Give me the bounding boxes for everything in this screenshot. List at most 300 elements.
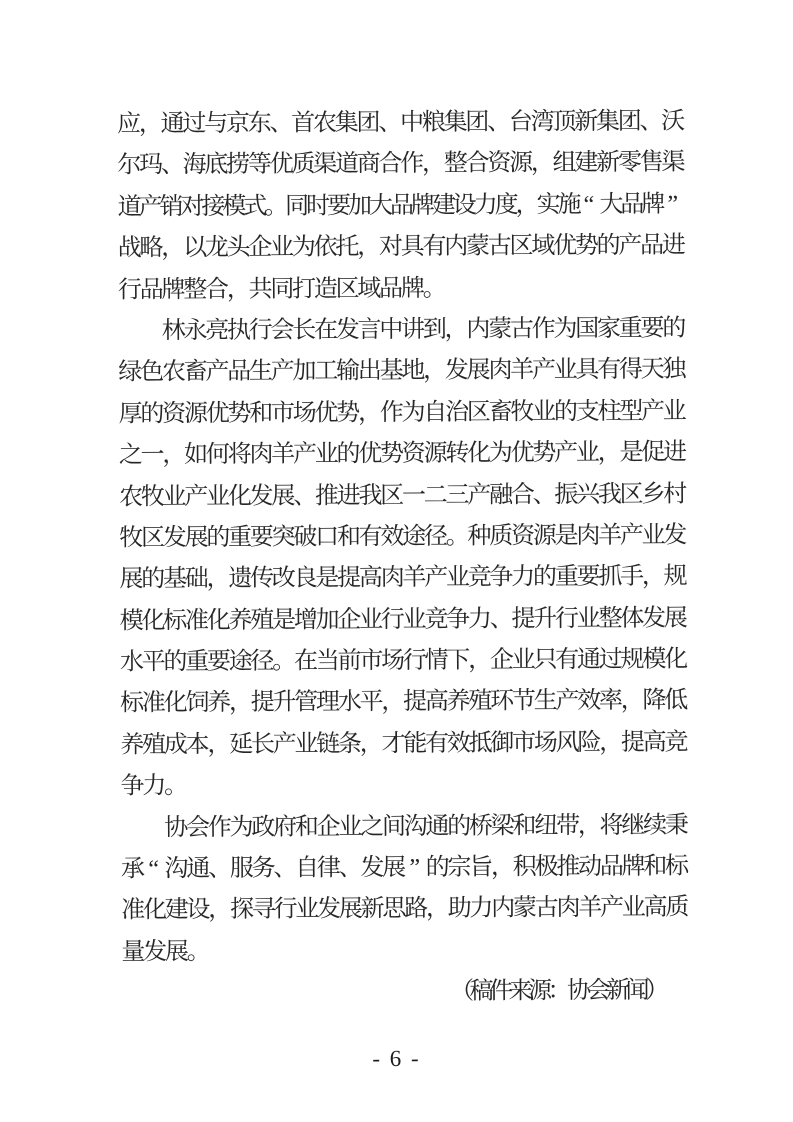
glyph: 。 [272,648,297,675]
glyph: 条 [337,731,363,758]
glyph: 企 [337,606,362,634]
glyph: 展 [271,483,296,510]
glyph: 高 [358,565,383,592]
glyph: 以 [182,235,208,262]
text-line [118,270,684,314]
glyph: 争 [446,606,471,633]
glyph: 、 [489,606,514,633]
glyph: 的 [596,233,621,260]
glyph: 发 [317,896,342,923]
glyph: 区 [335,275,360,302]
glyph: 古 [487,233,512,260]
glyph: ” [667,191,679,218]
glyph: ， [208,897,233,924]
glyph: 是 [315,565,340,592]
glyph: 旨 [469,854,494,881]
glyph: 业 [314,441,339,468]
glyph: 重 [618,315,643,342]
glyph: 牧 [510,399,535,426]
glyph: 展 [164,938,190,966]
glyph: 要 [249,524,274,551]
glyph: ， [599,729,624,756]
glyph: 接 [201,193,226,220]
glyph: 在 [293,648,319,675]
glyph: 之 [360,813,385,840]
glyph: 集 [334,110,359,137]
glyph: 源 [509,150,534,177]
glyph: 行 [273,896,298,924]
glyph: 理 [315,689,341,716]
glyph: 化 [467,440,492,467]
glyph: 等 [247,152,272,179]
glyph: 节 [511,688,536,715]
glyph: 羊 [510,357,535,384]
glyph: 要 [206,648,232,676]
glyph: 肉 [380,565,405,592]
glyph: 家 [596,315,622,342]
glyph: 型 [619,398,644,425]
glyph: 效 [380,523,405,551]
glyph: 略 [139,235,164,262]
glyph: 才 [381,730,406,757]
glyph: 为 [401,399,426,426]
glyph: 农 [312,110,338,137]
glyph: 度 [494,192,519,219]
glyph: 发 [162,525,187,552]
glyph: ， [161,235,186,262]
glyph: 渠 [661,149,686,177]
glyph: 新 [574,108,599,136]
glyph: 展 [184,524,209,552]
glyph: 的 [336,441,361,468]
glyph: 模 [222,193,247,220]
glyph: 通 [576,647,602,674]
glyph: 准 [141,690,166,717]
glyph: 独 [662,356,687,383]
glyph: 承 [120,856,146,883]
glyph: 业 [162,483,187,510]
glyph: 有 [358,524,383,551]
glyph: 平 [141,649,166,676]
glyph: 肉 [488,357,513,384]
glyph: 续 [643,812,668,839]
glyph: 自 [423,399,448,426]
glyph: 羊 [402,565,427,592]
glyph: ， [423,358,448,385]
glyph: 执 [226,317,252,344]
glyph: 融 [488,481,514,509]
glyph: 东 [247,110,272,137]
glyph: 力 [142,773,167,800]
glyph: 有 [555,647,580,674]
glyph: 是 [619,439,644,466]
glyph: 产 [618,232,643,260]
glyph: 资 [162,400,187,427]
glyph: 业 [532,398,557,426]
glyph: ， [468,647,493,674]
glyph: 发 [335,317,360,344]
glyph: 牧 [140,483,165,510]
glyph: 展 [663,605,688,632]
glyph: ： [547,978,572,1005]
glyph: 政 [251,814,276,841]
glyph: 讲 [401,316,426,343]
glyph: 何 [205,442,230,469]
glyph: 捞 [226,152,251,179]
glyph: 、 [639,108,664,135]
text-line [117,187,683,231]
glyph: 柱 [597,398,622,425]
glyph: 羊 [271,441,296,468]
glyph: 长 [292,317,317,344]
glyph: 宗 [447,854,472,881]
glyph: 要 [640,315,665,342]
glyph: 资 [401,440,426,468]
glyph: 新 [360,896,385,923]
glyph: 降 [642,688,667,715]
glyph: 、 [293,482,318,510]
glyph: 延 [229,731,254,758]
glyph: 产 [424,565,449,592]
glyph: 优 [269,151,294,179]
glyph: 过 [598,646,623,674]
glyph: 殖 [468,688,493,716]
text-line [121,808,687,852]
text-line [118,353,687,397]
glyph: 、 [160,152,185,179]
glyph: 源 [532,523,557,550]
glyph: 大 [368,192,394,219]
glyph: 场 [533,730,558,757]
glyph: 竞 [664,729,689,756]
glyph: 本 [185,731,210,758]
glyph: 蒙 [512,895,538,922]
glyph: 绿 [118,359,143,386]
glyph: 产 [270,358,295,386]
glyph: 准 [121,897,146,924]
glyph: 乡 [641,481,666,508]
glyph: “ [583,191,595,218]
glyph: 牌 [410,192,435,219]
glyph: 遗 [228,566,253,593]
glyph: 助 [447,896,472,923]
glyph: 纽 [534,812,559,839]
glyph: 积 [512,854,537,881]
glyph: 思 [382,896,407,923]
glyph: 将 [599,812,624,839]
glyph: ， [597,439,622,467]
glyph: 质 [489,523,514,550]
glyph: 输 [335,358,361,385]
glyph: 牌 [161,276,186,303]
glyph: 域 [531,233,556,260]
text-line [117,105,686,149]
glyph: 势 [227,400,252,427]
glyph: 产 [205,359,230,386]
glyph: 手 [620,564,645,591]
glyph: 头 [226,234,251,262]
glyph: 生 [248,359,274,386]
glyph: 的 [553,398,578,425]
glyph: 托 [335,234,360,261]
glyph: 标 [120,690,145,717]
glyph: 品 [379,275,404,302]
glyph: 底 [204,152,229,179]
glyph: 通 [160,111,185,138]
glyph: 会 [270,317,295,344]
glyph: 海 [182,152,207,179]
glyph: 。 [164,773,189,800]
glyph: 共 [248,276,273,303]
glyph: 治 [445,399,470,426]
glyph: 行 [554,605,580,632]
glyph: ， [490,854,516,881]
glyph: 蒙 [488,316,513,343]
glyph: 径 [250,648,275,675]
glyph: 生 [533,688,558,715]
glyph: 产 [272,731,297,758]
glyph: ， [641,563,666,591]
glyph: 进 [661,232,686,259]
glyph: 府 [273,814,298,841]
glyph: 升 [272,690,297,717]
glyph: 业 [641,522,666,549]
glyph: 平 [359,689,384,716]
glyph: ， [620,688,645,715]
glyph: 品 [139,276,164,303]
glyph: 将 [227,441,252,469]
text-line [118,436,688,480]
glyph: 时 [306,193,331,220]
glyph: 合 [204,276,230,303]
glyph: 质 [291,151,316,178]
text-line [119,518,688,562]
text-line [120,725,689,769]
glyph: 抵 [468,730,493,757]
glyph: 御 [490,730,515,757]
glyph: “ [148,856,160,883]
glyph: 突 [271,524,296,551]
glyph: 。 [264,193,289,220]
glyph: 种 [467,523,492,550]
glyph: 是 [271,607,297,634]
glyph: 口 [315,524,340,551]
glyph: 为 [488,440,513,467]
glyph: ， [138,111,163,138]
glyph: 的 [447,813,472,840]
glyph: 前 [337,648,362,675]
glyph: 能 [403,730,428,757]
glyph: 龙 [204,235,229,262]
glyph: 场 [292,400,317,427]
glyph: 竞 [424,606,449,633]
glyph: 化 [206,607,231,634]
glyph: 的 [163,649,188,676]
glyph: 势 [574,233,599,260]
glyph: 团 [356,110,381,137]
glyph: 业 [206,483,231,510]
glyph: 沃 [661,108,686,135]
glyph: 推 [314,482,339,509]
glyph: 升 [533,605,558,632]
glyph: 得 [618,357,644,384]
glyph: 羊 [578,895,603,922]
glyph: 进 [336,482,361,509]
glyph: 销 [159,193,184,221]
glyph: 破 [293,524,318,551]
glyph: 体 [620,605,645,632]
glyph: 。 [445,523,470,550]
glyph: 业 [553,357,578,384]
glyph: 合 [378,151,403,178]
glyph: 重 [228,524,253,551]
glyph: 售 [639,150,664,177]
glyph: 产 [292,441,318,468]
glyph: 业 [662,398,687,425]
glyph: 和 [294,814,319,841]
glyph: 振 [554,481,579,508]
glyph: 作 [207,814,232,841]
text-line [118,229,684,273]
glyph: 低 [664,687,689,715]
glyph: 建 [431,192,456,219]
glyph: 建 [574,150,599,177]
glyph: 。 [186,938,211,965]
glyph: 我 [358,482,383,509]
glyph: 战 [117,235,142,262]
glyph: 首 [291,110,316,137]
glyph: 道 [117,194,142,221]
glyph: 工 [314,358,339,385]
text-line [120,767,686,811]
glyph: 带 [555,812,581,839]
glyph: 区 [466,399,491,426]
glyph: ， [228,690,254,717]
glyph: 业 [402,606,427,633]
glyph: 的 [206,524,231,551]
glyph: 的 [140,400,165,428]
glyph: 途 [402,523,427,550]
document-text-block [117,105,688,1019]
glyph: 准 [184,607,210,634]
glyph: 规 [663,563,688,590]
glyph: 水 [337,689,362,716]
glyph: 和 [643,853,668,880]
glyph: 羊 [598,522,623,549]
glyph: 发 [641,605,667,632]
glyph: 加 [292,358,317,385]
glyph: 寻 [251,897,276,924]
glyph: 展 [382,855,407,882]
glyph: 模 [119,608,144,635]
glyph: 发 [143,939,168,966]
glyph: 路 [404,896,429,923]
glyph: 中 [399,109,425,136]
glyph: 化 [227,483,252,510]
glyph: 国 [575,315,600,343]
glyph: 有 [422,233,447,261]
glyph: 只 [533,647,558,674]
glyph: 提 [403,689,428,716]
glyph: 林 [161,318,186,345]
glyph: 依 [313,234,338,261]
glyph: 过 [182,111,207,138]
glyph: 业 [511,647,536,674]
glyph: 继 [621,812,646,839]
glyph: 设 [452,192,477,219]
glyph: 打 [292,276,317,303]
glyph: 势 [379,441,405,468]
glyph: 提 [511,605,536,633]
glyph: 情 [424,647,449,674]
glyph: 整 [183,276,208,303]
glyph: 要 [326,193,352,220]
glyph: 管 [294,689,319,717]
glyph: 区 [140,525,166,552]
glyph: 当 [315,648,340,675]
glyph: 出 [357,358,382,385]
glyph: 殖 [250,607,275,634]
glyph: 势 [336,399,361,427]
glyph: 、 [269,110,294,137]
glyph: 高 [643,895,668,922]
glyph: 展 [119,566,144,593]
glyph: 顶 [552,109,577,136]
text-line [122,974,688,1018]
glyph: ， [207,731,232,758]
glyph: 源 [528,978,553,1005]
glyph: 、 [207,855,233,883]
glyph: 通 [425,813,450,840]
glyph: 途 [228,648,253,675]
glyph: 基 [162,566,188,593]
glyph: ， [357,234,382,261]
glyph: ， [357,399,383,426]
glyph: 品 [620,191,645,218]
glyph: 内 [491,895,516,922]
glyph: （ [450,978,475,1005]
glyph: 对 [378,234,403,261]
glyph: 我 [597,481,622,508]
glyph: 作 [531,316,556,343]
glyph: 探 [229,897,255,924]
glyph: 牌 [641,191,666,218]
glyph: 牌 [400,275,425,302]
glyph: 整 [443,151,468,178]
text-line [117,146,686,190]
glyph: 对 [180,193,205,220]
glyph: 协 [567,978,592,1005]
glyph: 为 [229,814,254,841]
glyph: 的 [532,564,558,591]
glyph: 肉 [249,441,274,468]
glyph: 力 [473,192,498,219]
glyph: 力 [467,606,493,633]
glyph: 转 [445,440,470,467]
glyph: 肉 [556,895,581,922]
glyph: ， [530,150,555,177]
glyph: 产 [138,194,163,221]
glyph: 支 [575,398,600,425]
glyph: 畜 [183,359,208,386]
glyph: 天 [640,356,665,384]
glyph: 加 [347,192,373,220]
glyph: 道 [334,151,360,178]
glyph: 业 [294,731,319,758]
glyph: 、 [487,109,512,136]
glyph: 优 [510,440,535,467]
glyph: ， [421,151,447,178]
